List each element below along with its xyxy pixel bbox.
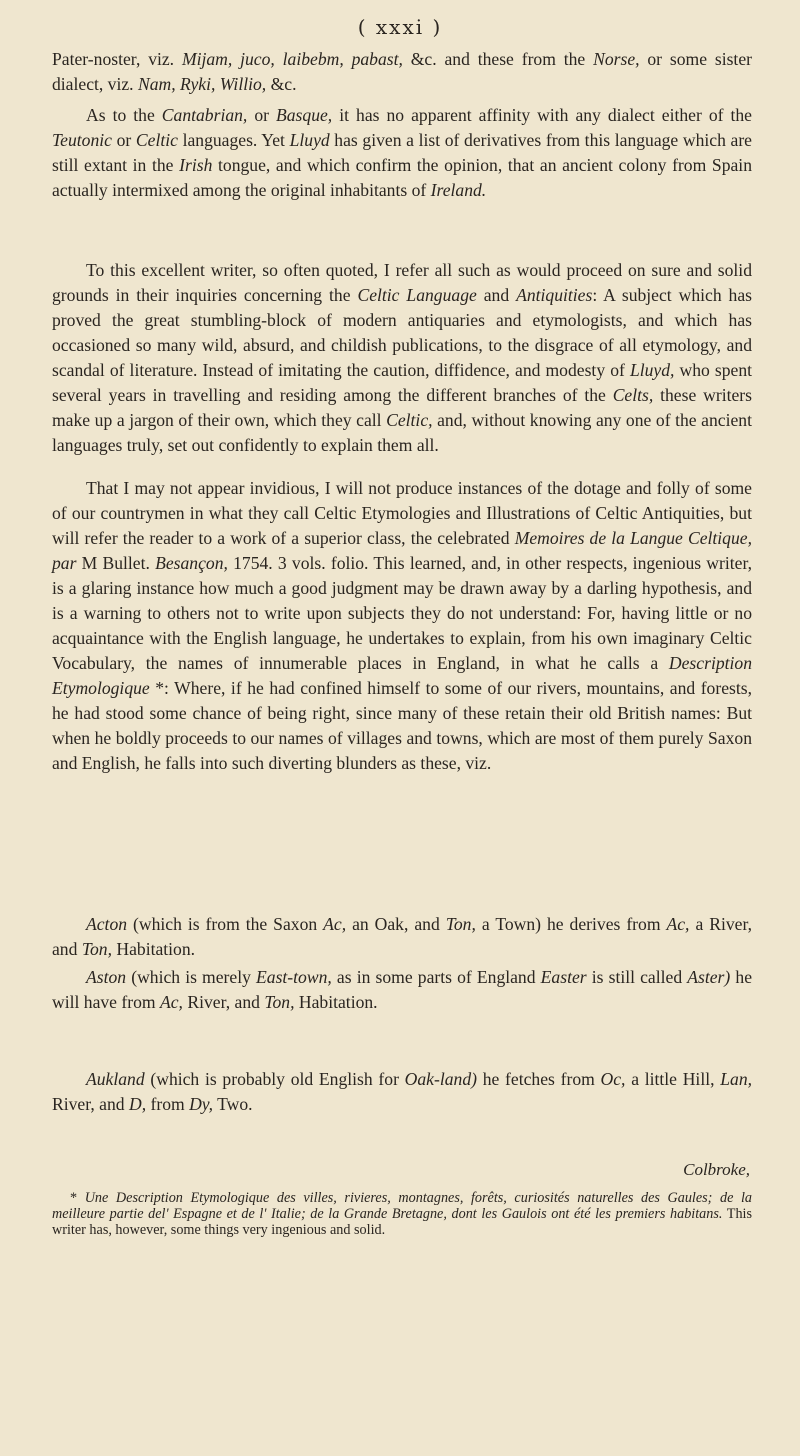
text: an Oak, and — [346, 914, 446, 934]
page-number-header: ( xxxi ) — [357, 15, 443, 39]
text: and — [476, 285, 517, 305]
text: Two. — [213, 1094, 253, 1114]
italic-text: Ton, — [445, 914, 476, 934]
italic-text: Celts, — [612, 385, 654, 405]
text: 1754. 3 vols. folio. This learned, and, in other respects, ingenious writer, is a glaring instance how much a good judgment may be drawn away by a darling hypothesis, and is a warning to others not to write upon subjects they do not understand: For, having little or no acquaintance with the English language, he undertakes to explain, from his own imaginary Celtic Vocabulary, the names of innumerable places in England, in what he calls a — [52, 553, 752, 673]
footnote — [52, 1190, 752, 1238]
italic-text: Dy, — [189, 1094, 214, 1114]
italic-text: Ireland. — [430, 180, 487, 200]
italic-text: Celtic, — [386, 410, 433, 430]
paragraph-aston — [52, 965, 752, 1015]
text: To this excellent writer, so often quoted, I refer all such as would proceed on sure and solid grounds in their inquiries concerning the — [52, 260, 752, 305]
italic-text: Aster) — [687, 967, 731, 987]
italic-text: Antiquities — [516, 285, 593, 305]
italic-text: Lan, — [720, 1069, 753, 1089]
italic-text: Memoires de la Langue Celtique, par — [52, 528, 752, 573]
text: and, without knowing any one of the ancient languages truly, set out confidently to explain them all. — [52, 410, 752, 455]
text: or — [111, 130, 136, 150]
paragraph-lluyd — [52, 258, 752, 458]
italic-text: Ac, — [323, 914, 347, 934]
italic-text: Oak-land) — [404, 1069, 477, 1089]
text: he fetches from — [476, 1069, 601, 1089]
italic-text: Oc, — [600, 1069, 626, 1089]
italic-text: Irish — [179, 155, 213, 175]
italic-text: Mijam, juco, laibebm, pabast, — [181, 49, 403, 69]
text: This writer has, however, some things very ingenious and solid. — [52, 1206, 753, 1238]
footnote-marker: * — [70, 1190, 85, 1206]
text: M Bullet. — [76, 553, 156, 573]
italic-text: East-town, — [256, 967, 332, 987]
text: or — [247, 105, 277, 125]
paragraph-continued — [52, 47, 752, 97]
italic-text: Nam, Ryki, Willio, — [137, 74, 267, 94]
text: Habitation. — [111, 939, 196, 959]
text: As to the — [86, 105, 162, 125]
text: (which is merely — [126, 967, 257, 987]
text: *: Where, if he had confined himself to some of our rivers, mountains, and forests, he had stood some chance of being right, since many of these retain their old British names: But when he boldly proceeds to our names of villages and towns, which are most of them purely Saxon and English, he falls into such diverting blunders as these, viz. — [52, 678, 752, 773]
text: River, and — [182, 992, 265, 1012]
text: (which is probably old English for — [144, 1069, 405, 1089]
paragraph-acton — [52, 912, 752, 962]
italic-text: Besançon, — [155, 553, 228, 573]
italic-text: Une Description Etymologique des villes, rivieres, montagnes, forêts, curiosités naturelles des Gaules; de la meilleure partie del' Espagne et de l' Italie; de la Grande Bretagne, dont les Gaulois ont été les premiers habitans. — [52, 1190, 753, 1222]
text: a little Hill, — [625, 1069, 721, 1089]
text: who spent several years in travelling and residing among the different branches of the — [52, 360, 753, 405]
text: it has no apparent affinity with any dialect either of the — [332, 105, 752, 125]
paragraph-bullet — [52, 476, 752, 776]
italic-text: Celtic — [135, 130, 178, 150]
text: &c. and these from the — [402, 49, 594, 69]
text: River, and — [52, 1094, 129, 1114]
text: as in some parts of England — [331, 967, 541, 987]
text: a Town) he derives from — [475, 914, 667, 934]
text: tongue, and which confirm the opinion, that an ancient colony from Spain actually intermixed among the original inhabitants of — [52, 155, 752, 200]
text: : A subject which has proved the great stumbling-block of modern antiquaries and etymologists, and which has occasioned so many wild, absurd, and childish publications, to the disgrace of all etymology, and scandal of literature. Instead of imitating the caution, diffidence, and modesty of — [52, 285, 753, 380]
italic-text: Ac, — [159, 992, 183, 1012]
text: or some sister dialect, viz. — [52, 49, 752, 94]
italic-text: Teutonic — [52, 130, 112, 150]
italic-text: Easter — [540, 967, 587, 987]
text: he will have from — [52, 967, 752, 1012]
text: a River, and — [52, 914, 753, 959]
text: &c. — [266, 74, 297, 94]
italic-text: Lluyd — [289, 130, 330, 150]
text: (which is from the Saxon — [127, 914, 324, 934]
text: from — [146, 1094, 190, 1114]
text: languages. Yet — [177, 130, 290, 150]
italic-text: Description Etymologique — [52, 653, 752, 698]
text: has given a list of derivatives from this language which are still extant in the — [52, 130, 752, 175]
italic-text: Ton, — [264, 992, 295, 1012]
italic-text: Aston — [86, 967, 127, 987]
italic-text: Basque, — [276, 105, 333, 125]
text: That I may not appear invidious, I will not produce instances of the dotage and folly of some of our countrymen in what they call Celtic Etymologies and Illustrations of Celtic Antiquities, but will refer the reader to a work of a superior class, the celebrated — [52, 478, 752, 548]
text: Pater-noster, viz. — [52, 49, 182, 69]
italic-text: Norse, — [593, 49, 640, 69]
italic-text: Celtic Language — [357, 285, 477, 305]
catchword: Colbroke, — [683, 1160, 750, 1179]
italic-text: Aukland — [86, 1069, 145, 1089]
italic-text: Ton, — [81, 939, 112, 959]
italic-text: Acton — [86, 914, 128, 934]
italic-text: Lluyd, — [629, 360, 675, 380]
italic-text: D, — [128, 1094, 147, 1114]
paragraph-aukland — [52, 1067, 752, 1117]
text: Habitation. — [294, 992, 378, 1012]
paragraph-basque — [52, 103, 752, 203]
italic-text: Ac, — [666, 914, 690, 934]
text: is still called — [586, 967, 688, 987]
text: these writers make up a jargon of their own, which they call — [52, 385, 752, 430]
italic-text: Cantabrian, — [161, 105, 248, 125]
